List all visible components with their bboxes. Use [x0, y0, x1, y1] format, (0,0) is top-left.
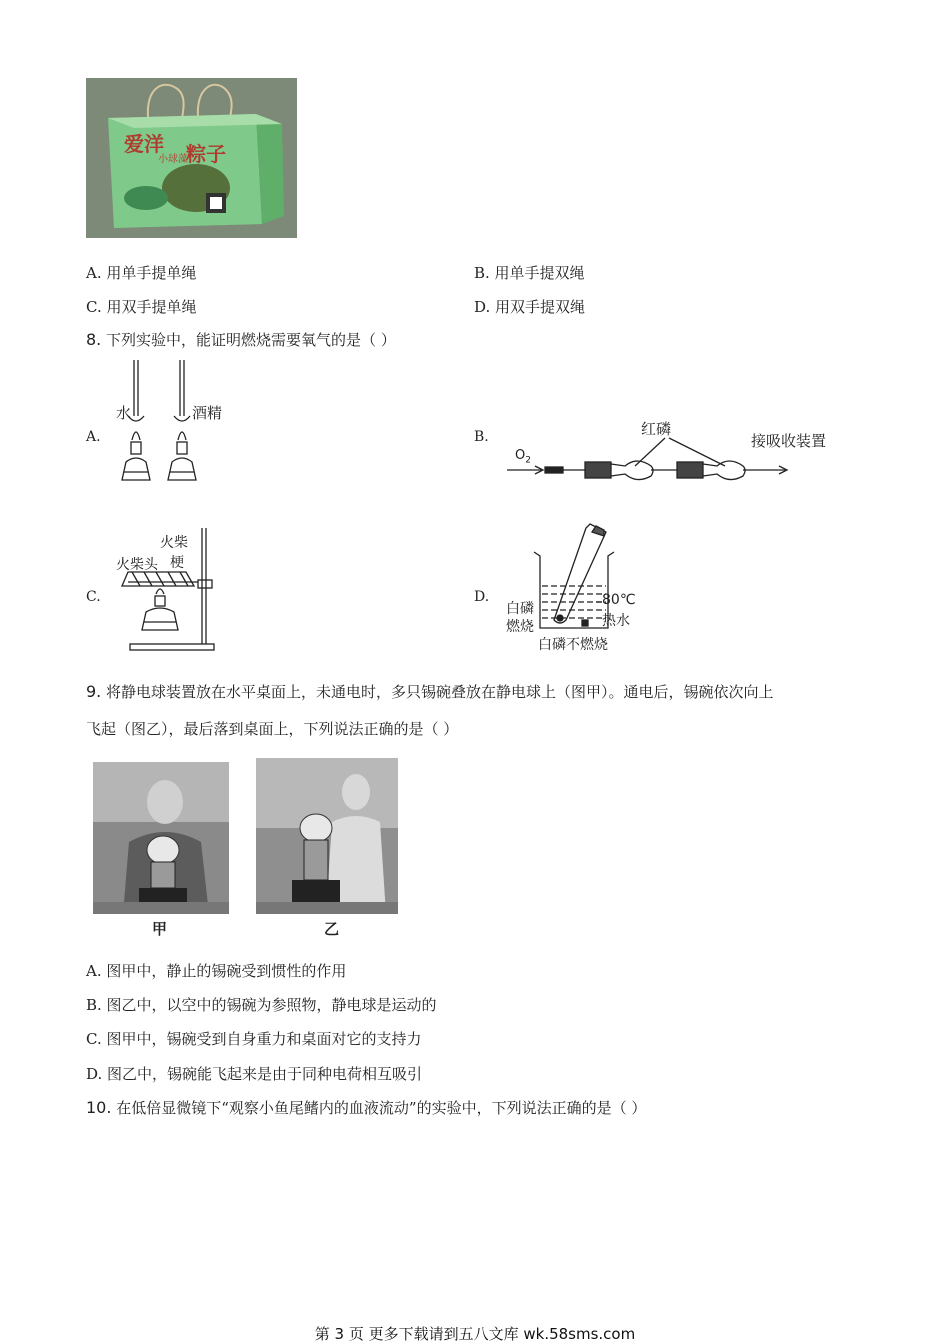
q9-number: 9.: [86, 682, 102, 701]
q9-photo-right-label: 乙: [324, 920, 340, 938]
box-title-left: 爱洋: [124, 132, 164, 156]
q9-photo-right: [256, 758, 398, 914]
q8-fig-b-red-phosphorus-label: 红磷: [641, 420, 672, 438]
q9-stem-part-1: 将静电球装置放在水平桌面上，未通电时，多只锡碗叠放在静电球上（图甲）。通电后，锡碗依次向上: [106, 683, 774, 701]
q10-stem-line: [86, 1098, 646, 1118]
gift-box-image: [86, 78, 297, 238]
q9-photo-left-label: 甲: [152, 920, 168, 938]
q10-number: 10.: [86, 1098, 112, 1117]
q8-fig-d-temp-label: 80℃: [602, 592, 636, 608]
q8-option-c-label: C.: [86, 589, 101, 605]
q9-stem-line-1: [86, 682, 774, 702]
q8-option-b-label: B.: [474, 429, 489, 445]
q8-option-d-label: D.: [474, 589, 490, 605]
q9-photo-left: [93, 762, 229, 914]
q8-fig-b-o2-subscript: 2: [525, 455, 531, 466]
q8-stem: 下列实验中，能证明燃烧需要氧气的是（ ）: [106, 331, 396, 349]
q8-fig-d-white-p-burn-label-1: 白磷: [506, 601, 534, 617]
q8-fig-d-white-p-no-burn-label: 白磷不燃烧: [538, 637, 608, 653]
q7-option-d: D. 用双手提双绳: [474, 298, 586, 316]
q8-fig-d: [504, 522, 644, 652]
q10-stem: 在低倍显微镜下“观察小鱼尾鳍内的血液流动”的实验中，下列说法正确的是（ ）: [116, 1099, 647, 1117]
q7-option-a: A. 用单手提单绳: [86, 264, 197, 282]
q9-option-b: B. 图乙中，以空中的锡碗为参照物，静电球是运动的: [86, 996, 437, 1014]
q8-fig-c: [114, 528, 226, 653]
q8-fig-a-alcohol-label: 酒精: [192, 404, 223, 422]
q8-fig-d-hot-water-label: 热水: [602, 613, 630, 629]
q8-option-a-label: A.: [86, 429, 101, 445]
q9-stem-line-2: 飞起（图乙），最后落到桌面上，下列说法正确的是（ ）: [86, 720, 459, 738]
q8-fig-b-o2-label: [515, 448, 531, 466]
q8-fig-c-match-head-label: 火柴头: [116, 557, 158, 573]
page-footer: 第 3 页 更多下载请到五八文库 wk.58sms.com: [314, 1325, 636, 1343]
q9-option-c: C. 图甲中，锡碗受到自身重力和桌面对它的支持力: [86, 1030, 422, 1048]
q8-fig-d-white-p-burn-label-2: 燃烧: [506, 619, 534, 635]
q8-fig-b-absorber-label: 接吸收装置: [751, 432, 827, 450]
q7-option-c: C. 用双手提单绳: [86, 298, 197, 316]
q7-option-b: B. 用单手提双绳: [474, 264, 585, 282]
q8-fig-a-water-label: 水: [116, 404, 132, 422]
q9-option-a: A. 图甲中，静止的锡碗受到惯性的作用: [86, 962, 347, 980]
q8-stem-line: [86, 330, 396, 350]
q9-option-d: D. 图乙中，锡碗能飞起来是由于同种电荷相互吸引: [86, 1065, 423, 1083]
q8-fig-a: [110, 358, 225, 498]
q8-fig-b: [505, 418, 845, 488]
box-title-mid: 小球藻: [158, 154, 188, 165]
q8-fig-c-match-stick-label-1: 火柴: [160, 535, 188, 551]
q8-number: 8.: [86, 330, 102, 349]
q8-fig-c-match-stick-label-2: 梗: [170, 555, 184, 571]
q8-fig-b-o2-text: O: [515, 448, 526, 463]
box-title-right: 粽子: [186, 142, 226, 166]
